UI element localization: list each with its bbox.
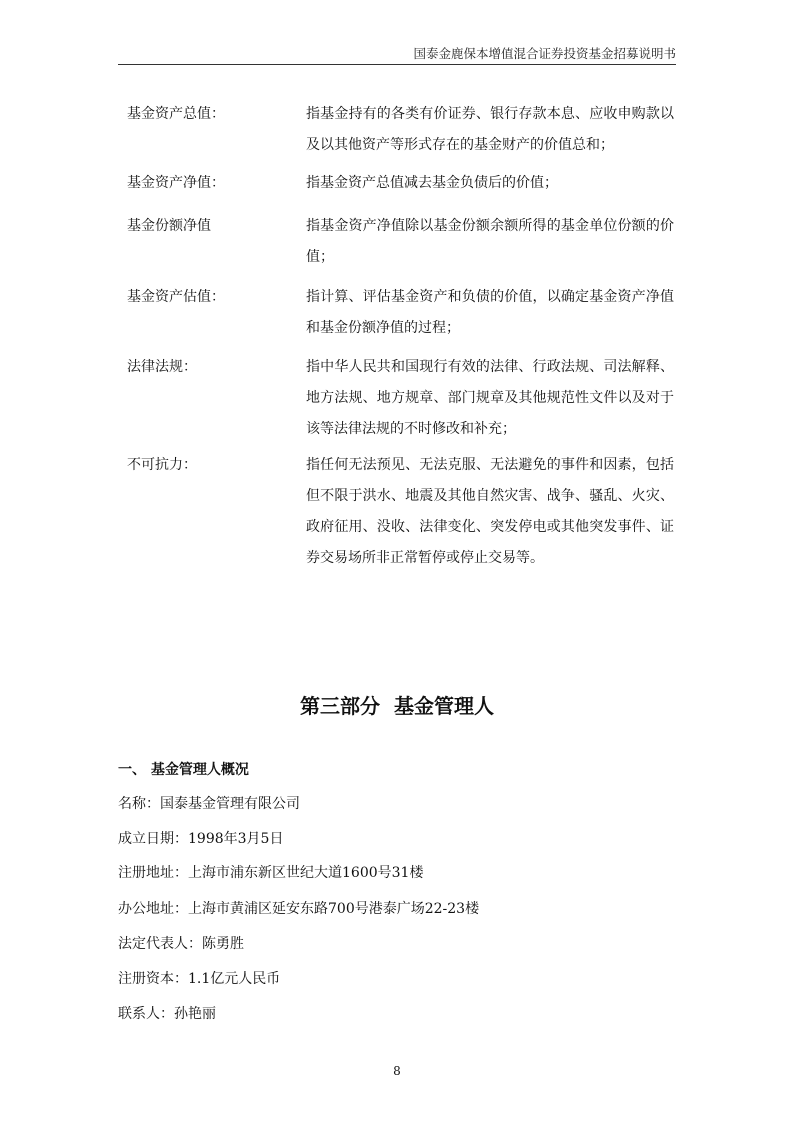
definition-text: [306, 282, 674, 344]
info-name: 名称：国泰基金管理有限公司: [118, 796, 300, 812]
definition-line: 指基金资产净值除以基金份额余额所得的基金单位份额的价: [306, 218, 674, 234]
definition-term: 基金资产净值：: [127, 175, 225, 191]
definition-term: 不可抗力：: [127, 457, 197, 473]
part-title: 第三部分 基金管理人: [300, 694, 494, 718]
definition-line: 政府征用、没收、法律变化、突发停电或其他突发事件、证: [306, 519, 674, 535]
definition-line: 指中华人民共和国现行有效的法律、行政法规、司法解释、: [306, 359, 674, 375]
definition-line: 值；: [306, 249, 334, 265]
info-legal-representative: 法定代表人：陈勇胜: [118, 936, 244, 952]
definition-term: 基金份额净值: [127, 218, 211, 234]
info-registered-address: 注册地址：上海市浦东新区世纪大道1600号31楼: [118, 865, 424, 881]
definition-line: 指任何无法预见、无法克服、无法避免的事件和因素，包括: [306, 457, 674, 473]
info-contact-person: 联系人：孙艳丽: [118, 1006, 216, 1022]
section-heading: 一、 基金管理人概况: [118, 762, 249, 778]
definition-line: 券交易场所非正常暂停或停止交易等。: [306, 550, 544, 566]
definition-term: 基金资产估值：: [127, 289, 225, 305]
definition-line: 该等法律法规的不时修改和补充；: [306, 421, 516, 437]
info-registered-capital: 注册资本：1.1亿元人民币: [118, 971, 281, 987]
definition-line: 指基金资产总值减去基金负债后的价值；: [306, 175, 558, 191]
definition-line: 指计算、评估基金资产和负债的价值，以确定基金资产净值: [306, 289, 674, 305]
info-office-address: 办公地址：上海市黄浦区延安东路700号港泰广场22-23楼: [118, 901, 480, 917]
definition-line: 和基金份额净值的过程；: [306, 320, 460, 336]
definition-term: 法律法规：: [127, 359, 197, 375]
definition-line: 及以其他资产等形式存在的基金财产的价值总和；: [306, 137, 614, 153]
definition-text: [306, 168, 674, 199]
definition-line: 指基金持有的各类有价证券、银行存款本息、应收申购款以: [306, 106, 674, 122]
definition-term: 基金资产总值：: [127, 106, 225, 122]
page-number: 8: [393, 1064, 401, 1078]
definition-text: [306, 211, 674, 273]
running-header: 国泰金鹿保本增值混合证券投资基金招募说明书: [413, 46, 676, 61]
definition-text: [306, 450, 674, 574]
definition-text: [306, 352, 674, 445]
header-rule: [118, 64, 676, 65]
definition-text: [306, 99, 674, 161]
definition-line: 但不限于洪水、地震及其他自然灾害、战争、骚乱、火灾、: [306, 488, 674, 504]
definition-line: 地方法规、地方规章、部门规章及其他规范性文件以及对于: [306, 390, 674, 406]
info-established-date: 成立日期：1998年3月5日: [118, 831, 284, 847]
